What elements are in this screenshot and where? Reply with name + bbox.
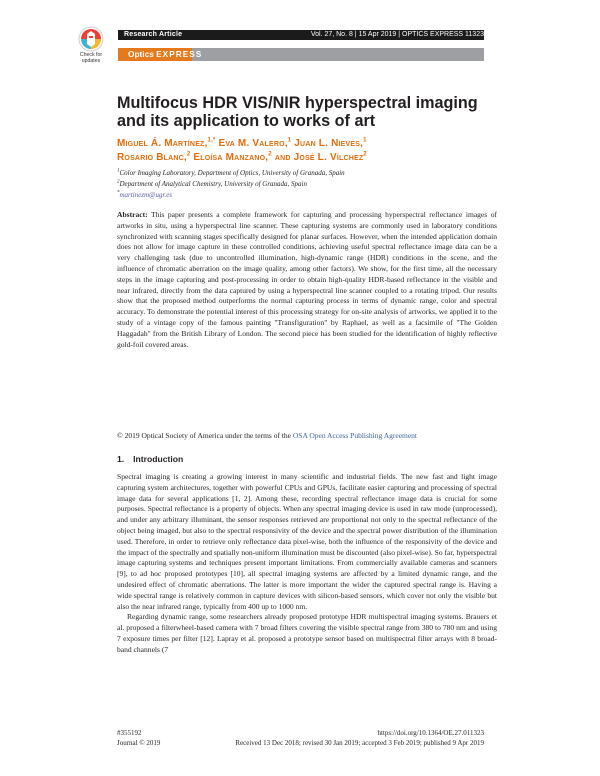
crossmark-label-line1: Check for bbox=[79, 52, 103, 58]
copyright-text: © 2019 Optical Society of America under the terms of the bbox=[117, 431, 291, 440]
doi-link[interactable]: https://doi.org/10.1364/OE.27.011323 bbox=[377, 729, 484, 737]
crossmark-icon bbox=[78, 26, 104, 52]
journal-logo[interactable] bbox=[118, 48, 203, 61]
abstract bbox=[117, 210, 497, 350]
publication-dates: Received 13 Dec 2018; revised 30 Jan 2019; accepted 3 Feb 2019; published 9 Apr 2019 bbox=[235, 739, 484, 747]
author-name: Juan L. Nieves, bbox=[294, 138, 364, 149]
author-affil-mark: 2 bbox=[186, 151, 191, 158]
author-affil-mark: 2 bbox=[363, 151, 367, 158]
affiliations bbox=[117, 168, 497, 201]
author-affil-mark: 2 bbox=[268, 151, 272, 158]
affil-mark: 2 bbox=[117, 179, 120, 185]
citation-line: Vol. 27, No. 8 | 15 Apr 2019 | OPTICS EXPRESS 11323 bbox=[310, 31, 484, 38]
abstract-label: Abstract: bbox=[117, 210, 148, 219]
introduction-body bbox=[117, 472, 497, 656]
author-name: Rosario Blanc, bbox=[117, 152, 187, 163]
footer-left bbox=[117, 728, 160, 748]
journal-name-optics: Optics bbox=[128, 49, 154, 59]
section-number: 1. bbox=[117, 454, 125, 464]
footer-right bbox=[235, 728, 484, 748]
open-access-agreement-link[interactable]: OSA Open Access Publishing Agreement bbox=[292, 431, 418, 440]
paper-title: Multifocus HDR VIS/NIR hyperspectral imaging and its application to works of art bbox=[117, 94, 478, 130]
journal-copyright: Journal © 2019 bbox=[117, 739, 161, 747]
section-heading bbox=[117, 454, 183, 464]
crossmark-label-line2: updates bbox=[81, 57, 101, 64]
intro-paragraph-2: Regarding dynamic range, some researchers already proposed prototype HDR multispectral imaging systems. Brauers et al. proposed a filterwheel-based camera with 7 broad filters covering the visible spectral range from 380 to 780 nm and using 7 exposure times per filter [12]. Lapray et al. proposed a prototype sensor based on multispectral filter arrays with 8 broad-band channels (7 bbox=[117, 612, 497, 654]
author-and: and bbox=[274, 152, 291, 163]
author-affil-mark: 1 bbox=[363, 137, 367, 144]
corresponding-email-link[interactable]: martinezm@ugr.es bbox=[119, 191, 173, 199]
author-affil-mark: 1 bbox=[287, 137, 292, 144]
author-name: Eloísa Manzano, bbox=[193, 152, 269, 163]
author-list bbox=[117, 137, 497, 165]
article-type: Research Article bbox=[124, 31, 183, 38]
author-affil-mark: 1,* bbox=[207, 137, 216, 144]
email-mark: * bbox=[117, 190, 120, 196]
journal-bar bbox=[118, 48, 484, 61]
abstract-text: This paper presents a complete framework for capturing and processing hyperspectral reflectance images of artworks in situ, using a hyperspectral line scanner. These capturing systems are commonly used in laboratory conditions synchronized with scanning stages specifically designed for planar surfaces. However, when the intended application domain does not allow for image capture in these controlled conditions, achieving useful spectral reflectance image data can be a very challenging task (due to uncontrolled illumination, high-dynamic range (HDR) conditions in the scene, and the influence of chromatic aberration on the image quality, among other factors). We show, for the first time, all the necessary steps in the image capturing and post-processing in order to obtain high-quality HDR-based reflectance in the visible and near infrared, directly from the data captured by using a hyperspectral line scanner coupled to a rotating tripod. Our results show that the proposed method outperforms the normal capturing process in terms of dynamic range, color and spectral accuracy. To demonstrate the potential interest of this processing strategy for on-site analysis of artworks, we applied it to the study of a vintage copy of the famous painting "Transfiguration" by Raphael, as well as a facsimile of "The Golden Haggadah" from the British Library of London. The second piece has been studied for the identification of highly reflective gold-foil covered areas. bbox=[117, 210, 497, 349]
intro-paragraph-1: Spectral imaging is creating a growing interest in many scientific and industrial fields. The new fast and light image capturing system architectures, together with powerful CPUs and GPUs, facilitate easier capturing and processing of spectral image data for several applications [1, 2]. Among these, recording spectral reflectance image data is crucial for some purposes. Spectral reflectance is a property of objects. When any spectral imaging device is used in raw mode (unprocessed), and under any arbitrary illuminant, the sensor responses retrieved are proportional not only to the spectral reflectance of the object being imaged, but also to the spectral responsivity of the device and the spectral power distribution of the illumination used. Therefore, in order to retrieve only reflectance data pixel-wise, both the influence of the responsivity of the device and the impact of the spectrally and spatially non-uniform illumination must be discounted (also pixel-wise). So far, hyperspectral image capturing systems and techniques present important limitations. From commercially available cameras and scanners [9], to ad hoc proposed prototypes [10], all spectral imaging systems are affected by a limited dynamic range, and the undesired effect of chromatic aberrations. The latter is more important the wider the captured spectral range is. Having a wide spectral range is relatively common in capture devices with silicon-based sensors, which cover not only the visible but also the near infrared range, typically from 400 up to 1000 nm. bbox=[117, 472, 497, 611]
section-title: Introduction bbox=[133, 454, 184, 464]
journal-name-express: EXPRESS bbox=[156, 49, 203, 59]
affiliation-1: Color Imaging Laboratory, Department of Optics, University of Granada, Spain bbox=[119, 169, 345, 177]
author-name: Miguel Á. Martínez, bbox=[117, 138, 208, 149]
author-name: Eva M. Valero, bbox=[218, 138, 288, 149]
manuscript-id: #355192 bbox=[117, 729, 142, 737]
author-name: José L. Vílchez bbox=[293, 152, 364, 163]
affil-mark: 1 bbox=[117, 168, 120, 174]
copyright-line bbox=[117, 431, 497, 441]
affiliation-2: Department of Analytical Chemistry, University of Granada, Spain bbox=[119, 180, 307, 188]
crossmark-badge[interactable] bbox=[78, 26, 104, 64]
